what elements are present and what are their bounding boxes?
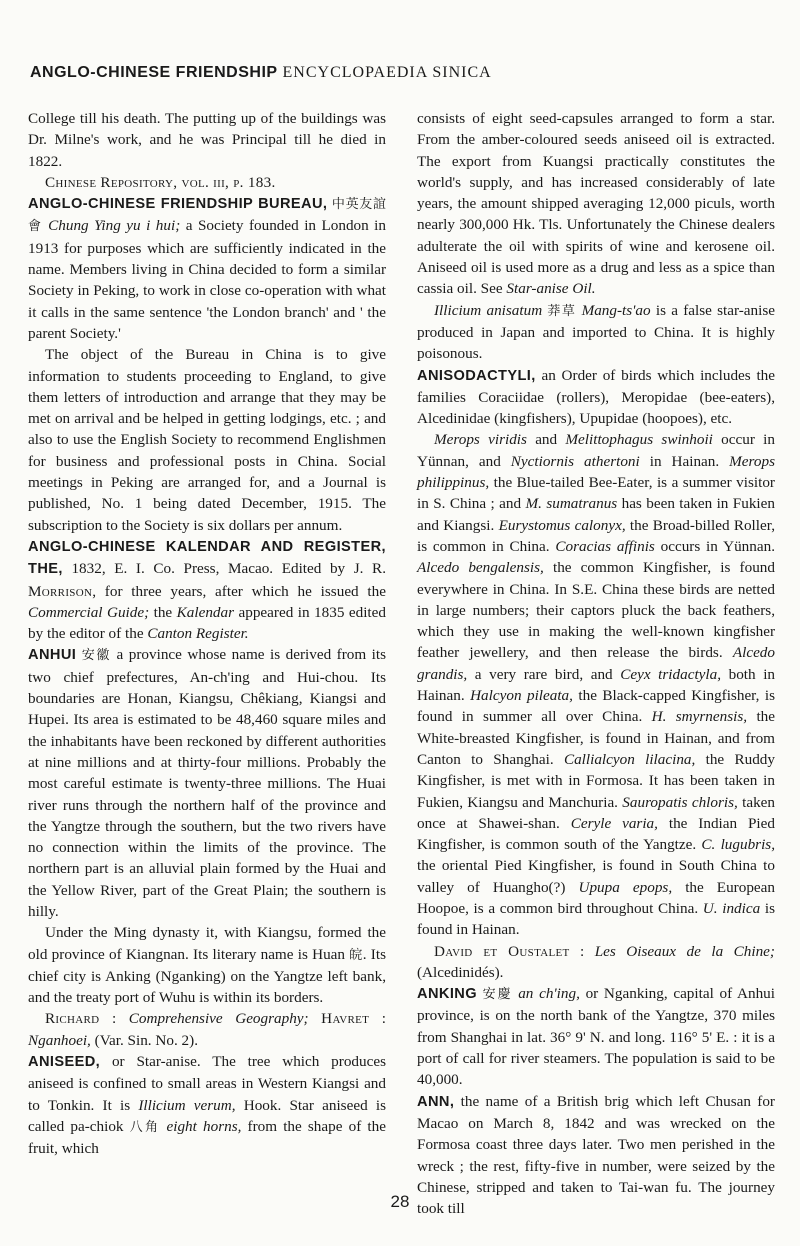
entry-headword: ANGLO-CHINESE FRIENDSHIP BUREAU, (28, 196, 328, 213)
running-header (30, 64, 770, 82)
entry-headword: ANISEED, (28, 1054, 101, 1071)
running-title: ANGLO-CHINESE FRIENDSHIP (30, 64, 278, 81)
paragraph: Merops viridis and Melittophagus swinhoii occur in Yünnan, and Nyctiornis athertoni in Hainan. Merops philippinus, the Blue-tailed Bee-Eater, is a summer visitor in S. China ; and M. sumatranus has been taken in Fukien and Kiangsi. Eurystomus calonyx, the Broad-billed Roller, is common in China. Coracias affinis occurs in Yünnan. Alcedo bengalensis, the common Kingfisher, is found everywhere in China. In S.E. China these birds are netted in large numbers; their captors pluck the back feathers, which they use in making the well-known kingfisher feather jewellery, and then release the birds. Alcedo grandis, a very rare bird, and Ceyx tridactyla, both in Hainan. Halcyon pileata, the Black-capped Kingfisher, is found in summer all over China. H. smyrnensis, the White-breasted Kingfisher, is found in Hainan, and from Canton to Shanghai. Callialcyon lilacina, the Ruddy Kingfisher, is met with in Formosa. It has been taken in Fukien, Kiangsu and Manchuria. Sauropatis chloris, taken once at Shawei-shan. Ceryle varia, the Indian Pied Kingfisher, is common south of the Yangtze. C. lugubris, the oriental Pied Kingfisher, is found in South China to valley of Huangho(?) Upupa epops, the European Hoopoe, is a common bird throughout China. U. indica is found in Hainan. (417, 431, 776, 939)
romanization: Mang-ts'ao (581, 301, 651, 319)
chinese-characters: 安徽 (81, 648, 112, 664)
page-number: 28 (390, 1192, 410, 1211)
entry-headword: ANN, (417, 1093, 455, 1110)
chinese-characters: 安慶 (482, 987, 513, 1003)
left-column (28, 108, 386, 1160)
entry-anisodactyli: ANISODACTYLI, an Order of birds which includes the families Coraciidae (rollers), Meropidae (bee-eaters), Alcedinidae (kingfishers), Upupidae (hoopoes), etc. (417, 366, 775, 428)
entry-headword: ANISODACTYLI, (417, 367, 536, 384)
entry-anking: ANKING 安慶 an ch'ing, or Nganking, capital of Anhui province, is on the north bank of the Yangtze, 370 miles from Shanghai in lat. 36° 9' N. and long. 116° 5' E. : it is a port of call for river steamers. The population is said to be 40,000. (417, 985, 775, 1089)
entry-headword: ANGLO-CHINESE KALENDAR AND REGISTER, THE, (28, 538, 386, 578)
paragraph: College till his death. The putting up of the buildings was Dr. Milne's work, and he was Principal till he died in 1822. (28, 110, 386, 170)
entry-ann: ANN, the name of a British brig which left Chusan for Macao on March 8, 1842 and was wrecked on the Formosa coast three days later. Two men perished in the wreck ; the rest, fifty-five in number, were seized by the Chinese, stripped and taken to Tai-wan fu. The journey took till (417, 1092, 775, 1218)
reference: David et Oustalet : Les Oiseaux de la Chine; (Alcedinidés). (417, 942, 775, 981)
paragraph: Illicium anisatum 莽草 Mang-ts'ao is a false star-anise produced in Japan and imported to China. It is highly poisonous. (417, 301, 776, 363)
cross-reference: Star-anise Oil. (506, 280, 596, 298)
paragraph: Under the Ming dynasty it, with Kiangsu, formed the old province of Kiangnan. Its literary name is Huan 皖. Its chief city is Anking (Nganking) on the Yangtze left bank, and the treaty port of Wuhu is within its borders. (28, 924, 386, 1007)
romanization: an ch'ing, (518, 985, 580, 1003)
reference: Chinese Repository, vol. iii, p. 183. (45, 173, 276, 191)
paragraph: consists of eight seed-capsules arranged to form a star. From the amber-coloured seeds aniseed oil is extracted. The export from Kuangsi practically constitutes the world's supply, and has increased considerably of late years, the amount shipped averaging 12,000 piculs, worth nearly 300,000 Hk. Tls. Unfortunately the Chinese dealers adulterate the oil with spirits of wine and kerosene oil. Aniseed oil is used more as a drug and less as a spice than cassia oil. See Star-anise Oil. (417, 110, 775, 298)
entry-headword: ANHUI (28, 647, 77, 664)
entry-anglo-chinese-kalendar: ANGLO-CHINESE KALENDAR AND REGISTER, THE, 1832, E. I. Co. Press, Macao. Edited by J. R. Morrison, for three years, after which he issued the Commercial Guide; the Kalendar appeared in 1835 edited by the editor of the Canton Register. (28, 538, 386, 643)
reference: Richard : Comprehensive Geography; Havret : Nganhoei, (Var. Sin. No. 2). (28, 1010, 386, 1049)
entry-aniseed: ANISEED, or Star-anise. The tree which produces aniseed is confined to small areas in Western Kiangsi and to Tonkin. It is Illicium verum, Hook. Star aniseed is called pa-chiok 八角 eight horns, from the shape of the fruit, which (28, 1053, 386, 1158)
chinese-characters: 中英友誼會 (28, 197, 386, 235)
chinese-characters: 八角 (129, 1119, 161, 1135)
entry-anhui: ANHUI 安徽 a province whose name is derived from its two chief prefectures, An-ch'ing and Hui-chou. Its boundaries are Honan, Kiangsu, Chêkiang, Kiangsi and Hupei. Its area is estimated to be 48,460 square miles and the inhabitants have been reckoned by different authorities at nine millions and at thirty-four millions. Probably the most careful estimate is twenty-three millions. The Huai river runs through the northern half of the province and the Yangtze through the southern, but the two rivers have no connection within the limits of the province. The northern part is an alluvial plain formed by the Huai and the Yellow River, part of the Great Plain; the southern is hilly. (28, 646, 386, 920)
chinese-characters: 莽草 (547, 303, 577, 319)
entry-anglo-chinese-friendship-bureau: ANGLO-CHINESE FRIENDSHIP BUREAU, 中英友誼會 Chung Ying yu i hui; a Society founded in London in 1913 for purposes which are sufficiently indicated in the name. Members living in China decided to form a similar Society in Peking, to work in close co-operation with what it calls in the same sentence 'the London branch' and ' the parent Society.' (28, 196, 386, 342)
chinese-characters: 皖 (349, 947, 363, 963)
paragraph: The object of the Bureau in China is to give information to students proceeding to England, to give them letters of introduction and arrange that they may be met on arrival and be helped in getting lodgings, etc. ; and also to use the English Society to recommend Englishmen for business and professional posts in China. Social meetings in Peking are arranged for, and a Journal is published, No. 1 being dated December, 1915. The subscription to the Society is six dollars per annum. (28, 346, 386, 534)
entry-headword: ANKING (417, 986, 477, 1003)
romanization: Chung Ying yu i hui; (48, 217, 181, 235)
right-column (417, 108, 775, 1219)
book-title: ENCYCLOPAEDIA SINICA (282, 64, 492, 81)
